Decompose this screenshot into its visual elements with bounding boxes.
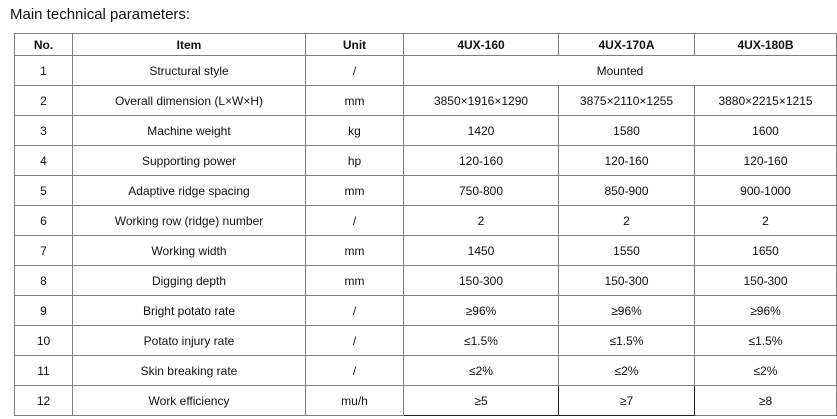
- value-cell: 150-300: [404, 266, 559, 296]
- item-name: Digging depth: [73, 266, 306, 296]
- value-cell: ≥7: [559, 386, 695, 416]
- table-row: [15, 116, 837, 146]
- unit-cell: mm: [306, 236, 404, 266]
- item-name: Working row (ridge) number: [73, 206, 306, 236]
- value-cell: 1580: [559, 116, 695, 146]
- column-header-model-1: 4UX-160: [404, 34, 559, 56]
- item-name: Potato injury rate: [73, 326, 306, 356]
- value-cell: 750-800: [404, 176, 559, 206]
- value-cell: ≤1.5%: [404, 326, 559, 356]
- value-cell: 850-900: [559, 176, 695, 206]
- row-number: 5: [15, 176, 73, 206]
- table-row: [15, 236, 837, 266]
- value-cell: 2: [404, 206, 559, 236]
- table-row: [15, 86, 837, 116]
- column-header-model-3: 4UX-180B: [695, 34, 837, 56]
- unit-cell: hp: [306, 146, 404, 176]
- value-cell: ≤2%: [404, 356, 559, 386]
- value-cell: ≤2%: [695, 356, 837, 386]
- table-row: [15, 296, 837, 326]
- table-row: [15, 386, 837, 416]
- value-cell: ≤1.5%: [695, 326, 837, 356]
- value-cell: 1420: [404, 116, 559, 146]
- table-row: [15, 206, 837, 236]
- value-cell: 120-160: [695, 146, 837, 176]
- item-name: Structural style: [73, 56, 306, 86]
- unit-cell: mm: [306, 86, 404, 116]
- item-name: Supporting power: [73, 146, 306, 176]
- table-row: [15, 146, 837, 176]
- value-cell: 3880×2215×1215: [695, 86, 837, 116]
- value-cell: ≤1.5%: [559, 326, 695, 356]
- item-name: Overall dimension (L×W×H): [73, 86, 306, 116]
- value-cell: 2: [695, 206, 837, 236]
- unit-cell: mm: [306, 176, 404, 206]
- value-cell: 3850×1916×1290: [404, 86, 559, 116]
- value-cell: ≥8: [695, 386, 837, 416]
- item-name: Machine weight: [73, 116, 306, 146]
- unit-cell: kg: [306, 116, 404, 146]
- column-header-unit: Unit: [306, 34, 404, 56]
- value-cell: 150-300: [695, 266, 837, 296]
- unit-cell: /: [306, 56, 404, 86]
- row-number: 2: [15, 86, 73, 116]
- unit-cell: /: [306, 206, 404, 236]
- item-name: Work efficiency: [73, 386, 306, 416]
- column-header-model-2: 4UX-170A: [559, 34, 695, 56]
- table-row: [15, 176, 837, 206]
- value-cell: 1550: [559, 236, 695, 266]
- table-row: [15, 266, 837, 296]
- table-row: [15, 326, 837, 356]
- value-cell: 120-160: [404, 146, 559, 176]
- value-cell: ≤2%: [559, 356, 695, 386]
- value-cell: 150-300: [559, 266, 695, 296]
- value-cell: ≥96%: [404, 296, 559, 326]
- value-cell: ≥96%: [559, 296, 695, 326]
- unit-cell: /: [306, 356, 404, 386]
- value-cell: 2: [559, 206, 695, 236]
- table-row: [15, 356, 837, 386]
- value-cell: 900-1000: [695, 176, 837, 206]
- merged-value-cell: Mounted: [404, 56, 837, 86]
- value-cell: ≥5: [404, 386, 559, 416]
- row-number: 9: [15, 296, 73, 326]
- value-cell: ≥96%: [695, 296, 837, 326]
- row-number: 3: [15, 116, 73, 146]
- page-title: Main technical parameters:: [10, 6, 191, 23]
- item-name: Working width: [73, 236, 306, 266]
- row-number: 11: [15, 356, 73, 386]
- column-header-no: No.: [15, 34, 73, 56]
- unit-cell: /: [306, 296, 404, 326]
- row-number: 10: [15, 326, 73, 356]
- item-name: Adaptive ridge spacing: [73, 176, 306, 206]
- item-name: Skin breaking rate: [73, 356, 306, 386]
- value-cell: 3875×2110×1255: [559, 86, 695, 116]
- value-cell: 1600: [695, 116, 837, 146]
- parameters-table: [14, 33, 837, 416]
- unit-cell: mu/h: [306, 386, 404, 416]
- table-row: [15, 56, 837, 86]
- row-number: 6: [15, 206, 73, 236]
- row-number: 1: [15, 56, 73, 86]
- item-name: Bright potato rate: [73, 296, 306, 326]
- value-cell: 1650: [695, 236, 837, 266]
- header-row: [15, 34, 837, 56]
- row-number: 12: [15, 386, 73, 416]
- column-header-item: Item: [73, 34, 306, 56]
- row-number: 4: [15, 146, 73, 176]
- row-number: 7: [15, 236, 73, 266]
- row-number: 8: [15, 266, 73, 296]
- unit-cell: /: [306, 326, 404, 356]
- unit-cell: mm: [306, 266, 404, 296]
- value-cell: 1450: [404, 236, 559, 266]
- value-cell: 120-160: [559, 146, 695, 176]
